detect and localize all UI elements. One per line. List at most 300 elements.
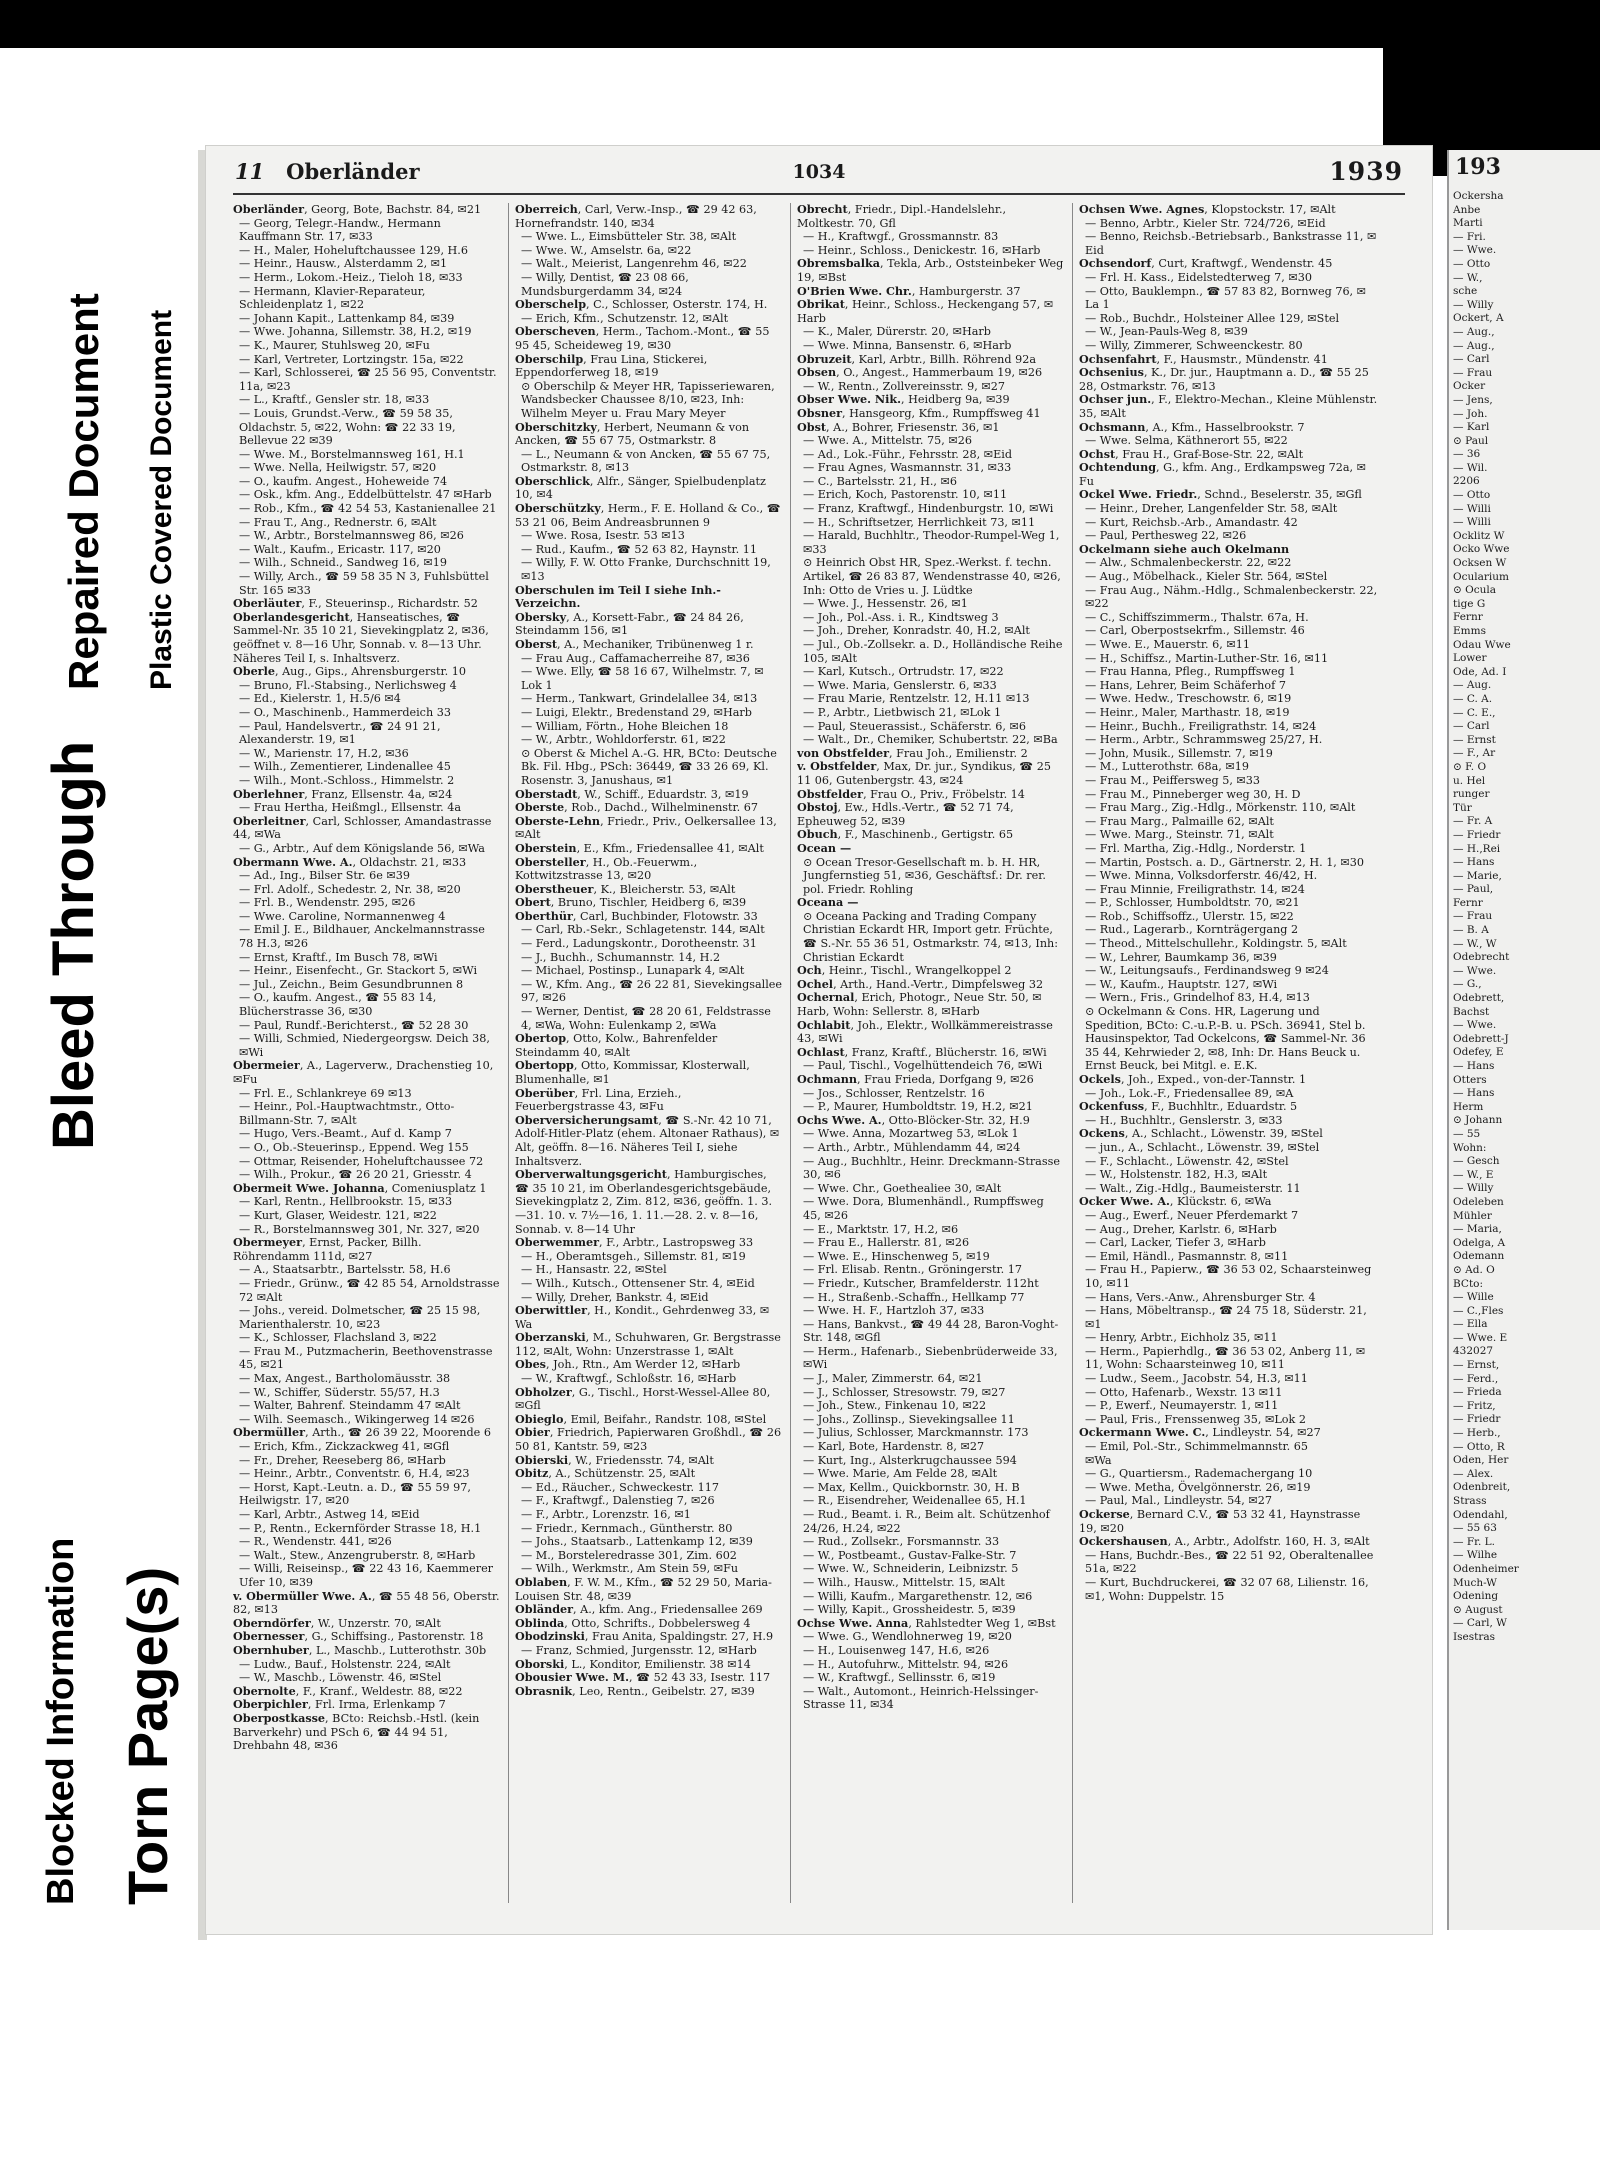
adjacent-page-line: — Aug. (1453, 679, 1492, 692)
adjacent-page-line: — Marie, (1453, 869, 1502, 882)
adjacent-page-line: Odenheimer (1453, 1562, 1519, 1575)
directory-entry: Oberstein, E., Kfm., Friedensallee 41, ✉Alt (515, 840, 764, 855)
directory-entry: — Michael, Postinsp., Lunapark 4, ✉Alt (521, 964, 745, 978)
directory-entry: ⊙ Heinrich Obst HR, Spez.-Werkst. f. techn. Artikel, ☎ 26 83 87, Wendenstrasse 40, ✉26, Inh: Otto de Vries u. J. Lüdtke (803, 556, 1061, 597)
directory-entry: Oceana — (797, 895, 859, 910)
label-blocked-information: Blocked Information (40, 1537, 82, 1905)
directory-entry: — Osk., kfm. Ang., Eddelbüttelstr. 47 ✉Harb (239, 488, 492, 502)
directory-entry: — P., Schlosser, Humboldtstr. 70, ✉21 (1085, 896, 1300, 910)
directory-entry: — Frau M., Putzmacherin, Beethovenstrasse 45, ✉21 (239, 1344, 493, 1372)
directory-entry: Oberscheven, Herm., Tachom.-Mont., ☎ 55 95 45, Scheideweg 19, ✉30 (515, 324, 770, 352)
directory-entry: Oberste, Rob., Dachd., Wilhelminenstr. 67 (515, 800, 758, 815)
directory-entry: Obrecht, Friedr., Dipl.-Handelslehr., Moltkestr. 70, Gfl (797, 203, 1007, 230)
label-bleed-through: Bleed Through (41, 740, 106, 1150)
directory-entry: — H., Kraftwgf., Grossmannstr. 83 (803, 230, 999, 244)
directory-entry: Oberschilp, Frau Lina, Stickerei, Eppendorferweg 18, ✉19 (515, 351, 708, 380)
adjacent-page-line: Ode, Ad. I (1453, 665, 1507, 678)
directory-entry: — Wwe. Johanna, Sillemstr. 38, H.2, ✉19 (239, 325, 472, 339)
adjacent-page-line: — Willi (1453, 516, 1491, 529)
column-2 (515, 203, 783, 1903)
directory-entry: Oberverwaltungsgericht, Hamburgisches, ☎ 35 10 21, im Oberlandesgerichtsgebäude, Sievekingplatz 2, Zim. 812, ✉36, geöffn. 1. 3.—31. 10. v. 7½—16, 1. 11.—28. 2. v. 8—16, Sonnab. v. 8—14 Uhr (515, 1167, 773, 1236)
adjacent-page-line: Much-W (1453, 1576, 1497, 1589)
adjacent-page-line: — Willi (1453, 502, 1491, 515)
directory-entry: — Frau M., Pinneberger weg 30, H. D (1085, 787, 1301, 801)
directory-entry: — Wwe. Marg., Steinstr. 71, ✉Alt (1085, 828, 1274, 842)
adjacent-page-line: — Otto (1453, 489, 1491, 502)
adjacent-page-line: Odenbreit, (1453, 1481, 1511, 1494)
directory-entry: — H., Buchhltr., Genslerstr. 3, ✉33 (1085, 1113, 1283, 1127)
directory-entry: — Paul, Steuerassist., Schäferstr. 6, ✉6 (803, 719, 1027, 733)
directory-entry: — Erich, Kfm., Schutzenstr. 12, ✉Alt (521, 311, 729, 325)
adjacent-page-line: — Wwe. (1453, 964, 1497, 977)
directory-entry: Obruzeit, Karl, Arbtr., Billh. Röhrend 92a (797, 351, 1036, 366)
directory-entry: Ockershausen, A., Arbtr., Adolfstr. 160, H. 3, ✉Alt (1079, 1534, 1370, 1549)
directory-entry: — Theod., Mittelschullehr., Koldingstr. 5, ✉Alt (1085, 937, 1347, 951)
directory-entry: — Frau Aug., Nähm.-Hdlg., Schmalenbeckerstr. 22, ✉22 (1085, 583, 1378, 611)
directory-entry: — Frl. E., Schlankreye 69 ✉13 (239, 1086, 412, 1100)
directory-entry: Oberpichler, Frl. Irma, Erlenkamp 7 (233, 1697, 446, 1712)
adjacent-page-line: Odau Wwe (1453, 638, 1511, 651)
directory-entry: — W., Jean-Pauls-Weg 8, ✉39 (1085, 325, 1248, 339)
adjacent-page-line: — W., E (1453, 1168, 1494, 1181)
directory-entry: — Wilh., Werkmstr., Am Stein 59, ✉Fu (521, 1562, 739, 1576)
directory-entry: — Aug., Dreher, Karlstr. 6, ✉Harb (1085, 1222, 1277, 1236)
directory-entry: — Jul., Zeichn., Beim Gesundbrunnen 8 (239, 977, 464, 991)
label-repaired-document: Repaired Document (60, 293, 107, 690)
directory-entry: — Wwe. M., Borstelmannsweg 161, H.1 (239, 447, 465, 461)
directory-entry: Oberpostkasse, BCto: Reichsb.-Hstl. (kein Barverkehr) und PSch 6, ☎ 44 94 51, Drehbahn 48, ✉36 (233, 1710, 480, 1753)
directory-entry: — Paul, Tischl., Vogelhüttendeich 76, ✉Wi (803, 1059, 1043, 1073)
directory-entry: — Willy, Dreher, Bankstr. 4, ✉Eid (521, 1290, 709, 1304)
directory-entry: Oberzanski, M., Schuhwaren, Gr. Bergstrasse 112, ✉Alt, Wohn: Unzerstrasse 1, ✉Alt (515, 1330, 781, 1358)
adjacent-page-line: Isestras (1453, 1630, 1496, 1643)
directory-entry: — Wwe. Dora, Blumenhändl., Rumpffsweg 45, ✉26 (803, 1195, 1044, 1222)
adjacent-page-line: — Fritz, (1453, 1399, 1496, 1412)
adjacent-page-line: — Joh. (1453, 407, 1488, 420)
directory-entry: — Harald, Buchhltr., Theodor-Rumpel-Weg 1, ✉33 (803, 529, 1060, 556)
directory-entry: — Wwe. Selma, Käthnerort 55, ✉22 (1085, 434, 1288, 448)
adjacent-page-line: — Frau (1453, 910, 1493, 923)
directory-entry: — Paul, Rundf.-Berichterst., ☎ 52 28 30 (239, 1018, 469, 1032)
directory-entry: — Herm., Arbtr., Schrammsweg 25/27, H. (1085, 733, 1323, 747)
directory-entry: Obodzinski, Frau Anita, Spaldingstr. 27, H.9 (515, 1629, 774, 1644)
directory-entry: — Wilh., Prokur., ☎ 26 20 21, Griesstr. 4 (239, 1168, 472, 1182)
directory-entry: — Georg, Telegr.-Handw., Hermann Kauffmann Str. 17, ✉33 (239, 216, 441, 244)
adjacent-page-line: — Wwe. E (1453, 1331, 1508, 1344)
adjacent-page-line: — Aug., (1453, 325, 1495, 338)
directory-entry: — Aug., Ewerf., Neuer Pferdemarkt 7 (1085, 1208, 1299, 1222)
directory-entry: — W., Arbtr., Wohldorferstr. 61, ✉22 (521, 733, 726, 747)
directory-entry: Obersteller, H., Ob.-Feuerwm., Kottwitzstrasse 13, ✉20 (515, 854, 698, 883)
adjacent-page-line: — Gesch (1453, 1155, 1500, 1168)
directory-entry: — Max, Kellm., Quickbornstr. 30, H. B (803, 1480, 1020, 1494)
directory-entry: Obermeyer, Ernst, Packer, Billh. Röhrendamm 111d, ✉27 (233, 1235, 422, 1263)
page-header (235, 159, 1403, 193)
directory-entry: Obremsbalka, Tekla, Arb., Oststeinbeker Weg 19, ✉Bst (797, 256, 1064, 284)
directory-entry: Ockenfuss, F., Buchhltr., Eduardstr. 5 (1079, 1099, 1298, 1114)
adjacent-page-line: — Ella (1453, 1318, 1488, 1331)
directory-entry: — W., Kfm. Ang., ☎ 26 22 81, Sievekingsallee 97, ✉26 (521, 977, 783, 1005)
directory-entry: Oberschelp, C., Schlosser, Osterstr. 174, H. (515, 297, 768, 312)
directory-entry: — Frau Hanna, Pfleg., Rumpffsweg 1 (1085, 665, 1296, 679)
directory-entry: — jun., A., Schlacht., Löwenstr. 39, ✉Stel (1085, 1140, 1320, 1154)
adjacent-page-line: Fernr (1453, 611, 1483, 624)
directory-entry: Oberwittler, H., Kondit., Gehrdenweg 33, ✉Wa (515, 1303, 770, 1331)
adjacent-page-line: Odening (1453, 1590, 1499, 1603)
adjacent-page-line: — Wil. (1453, 461, 1488, 474)
label-plastic-covered: Plastic Covered Document (145, 309, 178, 690)
directory-entry: Ockermann Wwe. C., Lindleystr. 54, ✉27 (1079, 1425, 1321, 1440)
directory-entry: — Jul., Ob.-Zollsekr. a. D., Holländische Reihe 105, ✉Alt (803, 638, 1063, 665)
directory-entry: — Henry, Arbtr., Eichholz 35, ✉11 (1085, 1331, 1278, 1345)
directory-entry: — Wwe. E., Mauerstr. 6, ✉11 (1085, 638, 1250, 651)
directory-entry: — Hermann, Klavier-Reparateur, Schleidenplatz 1, ✉22 (239, 284, 426, 312)
adjacent-page-line: — Otto, R (1453, 1440, 1505, 1453)
adjacent-page-line: Wohn: (1453, 1141, 1487, 1154)
directory-entry: — Carl, Oberpostsekrfm., Sillemstr. 46 (1085, 624, 1305, 638)
adjacent-page-line: — Hans (1453, 1060, 1495, 1072)
directory-entry: — L., Neumann & von Ancken, ☎ 55 67 75, Ostmarkstr. 8, ✉13 (521, 447, 771, 475)
directory-entry: — Wwe. H. F., Hartzloh 37, ✉33 (803, 1304, 985, 1318)
adjacent-page-line: Ocksen W (1453, 557, 1507, 570)
directory-entry: — Heinr., Maler, Marthastr. 18, ✉19 (1085, 705, 1290, 719)
directory-entry: — Frau Marg., Palmaille 62, ✉Alt (1085, 814, 1274, 828)
directory-entry: — Wilh., Hausw., Mittelstr. 15, ✉Alt (803, 1575, 1005, 1589)
directory-entry: — Heinr., Eisenfecht., Gr. Stackort 5, ✉Wi (239, 964, 478, 978)
directory-entry: — Kurt, Glaser, Weidestr. 121, ✉22 (239, 1208, 437, 1222)
directory-entry: Oblaben, F. W. M., Kfm., ☎ 52 29 50, Maria-Louisen Str. 48, ✉39 (515, 1574, 772, 1603)
adjacent-page-line: Odemann (1453, 1250, 1505, 1263)
directory-entry: — Werner, Dentist, ☎ 28 20 61, Feldstrasse 4, ✉Wa, Wohn: Eulenkamp 2, ✉Wa (521, 1005, 771, 1032)
directory-entry: — Ernst, Kraftf., Im Busch 78, ✉Wi (239, 950, 438, 964)
adjacent-page-line: Oden, Her (1453, 1454, 1509, 1467)
directory-entry: Oberversicherungsamt, ☎ S.-Nr. 42 10 71, Adolf-Hitler-Platz (ehem. Altonaer Rathaus), ✉Alt, geöffn. 8—16. Näheres Teil I, siehe Inhaltsverz. (515, 1112, 780, 1168)
adjacent-page-line: ⊙ Paul (1453, 434, 1489, 447)
directory-entry: Obuch, F., Maschinenb., Gertigstr. 65 (797, 827, 1014, 842)
directory-entry: — Aug., Möbelhack., Kieler Str. 564, ✉Stel (1085, 570, 1328, 584)
directory-entry: — Paul, Fris., Frenssenweg 35, ✉Lok 2 (1085, 1412, 1306, 1426)
directory-entry: Ochmann, Frau Frieda, Dorfgang 9, ✉26 (797, 1072, 1034, 1086)
adjacent-page-line: Bachst (1453, 1005, 1490, 1018)
directory-entry: Ochel, Arth., Hand.-Vertr., Dimpfelsweg 32 (797, 976, 1044, 991)
adjacent-page-text (1449, 184, 1600, 1651)
directory-entry: — Walt., Meierist, Langenrehm 46, ✉22 (521, 257, 747, 271)
directory-entry: — W., Lehrer, Baumkamp 36, ✉39 (1085, 950, 1277, 964)
directory-entry: — Herm., Tankwart, Grindelallee 34, ✉13 (521, 692, 758, 706)
directory-entry: — Heinr., Hausw., Alsterdamm 2, ✉1 (239, 257, 448, 271)
adjacent-page-line: — 55 63 (1453, 1522, 1497, 1535)
directory-entry: Obertopp, Otto, Kommissar, Klosterwall, Blumenhalle, ✉1 (515, 1058, 750, 1086)
directory-entry: Obstoj, Ew., Hdls.-Vertr., ☎ 52 71 74, Epheuweg 52, ✉39 (797, 800, 1014, 828)
directory-entry: — Karl, Kutsch., Ortrudstr. 17, ✉22 (803, 665, 1004, 679)
adjacent-page-line: ⊙ F. O (1453, 760, 1487, 773)
adjacent-page-line: — Frau (1453, 366, 1493, 379)
directory-entry: O'Brien Wwe. Chr., Hamburgerstr. 37 (797, 283, 1021, 298)
directory-entry: — William, Förtn., Hohe Bleichen 18 (521, 719, 729, 733)
directory-entry: — Frau Agnes, Wasmannstr. 31, ✉33 (803, 461, 1012, 475)
directory-entry: — Heinr., Arbtr., Conventstr. 6, H.4, ✉23 (239, 1467, 470, 1481)
directory-entry: Oberschitzky, Herbert, Neumann & von Ancken, ☎ 55 67 75, Ostmarkstr. 8 (515, 419, 750, 448)
directory-entry: Oberste-Lehn, Friedr., Priv., Oelkersallee 13, ✉Alt (515, 813, 777, 842)
directory-entry: Ochsmann, A., Kfm., Hasselbrookstr. 7 (1079, 419, 1305, 434)
directory-entry: — Walt., Stew., Anzengruberstr. 8, ✉Harb (239, 1548, 476, 1562)
header-year: 1939 (1329, 157, 1403, 186)
adjacent-page-line: — 36 (1453, 448, 1481, 461)
column-divider (1072, 203, 1073, 1903)
directory-entry: — Paul, Handelsvertr., ☎ 24 91 21, Alexanderstr. 19, ✉1 (239, 719, 441, 747)
adjacent-page-line: Fernr (1453, 896, 1483, 909)
directory-entry: Obländer, A., kfm. Ang., Friedensallee 269 (515, 1602, 763, 1617)
directory-entry: — Erich, Koch, Pastorenstr. 10, ✉11 (803, 488, 1008, 502)
directory-entry: — C., Bartelsstr. 21, H., ✉6 (803, 474, 957, 488)
directory-entry: Ochernal, Erich, Photogr., Neue Str. 50, ✉Harb, Wohn: Sellerstr. 8, ✉Harb (797, 990, 1042, 1019)
directory-entry: — Otto, Bauklempn., ☎ 57 83 82, Bornweg 76, ✉La 1 (1085, 284, 1367, 312)
directory-entry: — Ferd., Ladungskontr., Dorotheenstr. 31 (521, 937, 757, 951)
adjacent-page-line: Ocularium (1453, 570, 1509, 583)
directory-entry: Oborski, L., Konditor, Emilienstr. 38 ✉14 (515, 1656, 751, 1671)
adjacent-page (1447, 150, 1600, 1930)
directory-entry: — Frau H., Papierw., ☎ 36 53 02, Schaarsteinweg 10, ✉11 (1085, 1263, 1372, 1290)
directory-entry: — Joh., Stew., Finkenau 10, ✉22 (803, 1399, 987, 1413)
directory-entry: Obersky, A., Korsett-Fabr., ☎ 24 84 26, Steindamm 156, ✉1 (515, 609, 744, 638)
column-4 (1079, 203, 1379, 1903)
directory-entry: — P., Arbtr., Lietbwisch 21, ✉Lok 1 (803, 705, 1002, 719)
directory-entry: Ocker Wwe. A., Klückstr. 6, ✉Wa (1079, 1194, 1272, 1209)
directory-entry: — Wwe. Minna, Volksdorferstr. 46/42, H. (1085, 869, 1318, 883)
directory-entry: Oberndörfer, W., Unzerstr. 70, ✉Alt (233, 1615, 441, 1630)
directory-entry: — Frau E., Hallerstr. 81, ✉26 (803, 1236, 970, 1250)
directory-entry: — Max, Angest., Bartholomäusstr. 38 (239, 1372, 451, 1386)
directory-entry: — G., Quartiersm., Rademachergang 10 (1085, 1467, 1313, 1481)
directory-entry: — Willy, Kapit., Grossheidestr. 5, ✉39 (803, 1603, 1016, 1617)
directory-entry: — Frau Marie, Rentzelstr. 12, H.11 ✉13 (803, 692, 1030, 706)
directory-entry: Obernhuber, L., Maschb., Lutterothstr. 30b (233, 1642, 487, 1657)
directory-entry: ✉Wa (1085, 1453, 1112, 1467)
directory-entry: — Rob., Schiffsoffz., Ulerstr. 15, ✉22 (1085, 909, 1294, 923)
adjacent-page-line: — Jens, (1453, 393, 1493, 406)
adjacent-page-line: — Frieda (1453, 1386, 1502, 1399)
directory-entry: Ockens, A., Schlacht., Löwenstr. 39, ✉Stel (1079, 1126, 1323, 1141)
directory-entry: — Paul, Perthesweg 22, ✉26 (1085, 529, 1247, 543)
directory-entry: — Wwe. J., Hessenstr. 26, ✉1 (803, 597, 968, 611)
directory-entry: — Wwe. L., Eimsbütteler Str. 38, ✉Alt (521, 230, 737, 244)
directory-entry: — G., Arbtr., Auf dem Königslande 56, ✉Wa (239, 841, 485, 855)
directory-entry: — Wwe. G., Wendlohnerweg 19, ✉20 (803, 1630, 1012, 1644)
directory-entry: — Johann Kapit., Lattenkamp 84, ✉39 (239, 311, 455, 325)
directory-entry: — Erich, Kfm., Zickzackweg 41, ✉Gfl (239, 1440, 450, 1454)
adjacent-page-line: — Alex. (1453, 1467, 1494, 1480)
adjacent-page-line: — Ernst, (1453, 1359, 1500, 1372)
adjacent-page-line: — B. A (1453, 924, 1489, 937)
directory-entry: Obernesser, G., Schiffsing., Pastorenstr. 18 (233, 1629, 484, 1644)
directory-entry: — Wilh., Mont.-Schloss., Himmelstr. 2 (239, 773, 455, 787)
directory-entry: — Jos., Schlosser, Rentzelstr. 16 (803, 1086, 985, 1100)
directory-entry: — Aug., Buchhltr., Heinr. Dreckmann-Strasse 30, ✉6 (803, 1154, 1060, 1182)
adjacent-page-line: Emms (1453, 625, 1486, 637)
adjacent-page-line: 2206 (1453, 475, 1480, 488)
directory-entry: v. Obermüller Wwe. A., ☎ 55 48 56, Oberstr. 82, ✉13 (233, 1588, 500, 1617)
directory-entry: Oberthür, Carl, Buchbinder, Flotowstr. 33 (515, 908, 758, 923)
directory-entry: — C., Schiffszimmerm., Thalstr. 67a, H. (1085, 610, 1309, 624)
directory-entry: — H., Schriftsetzer, Herrlichkeit 73, ✉11 (803, 515, 1036, 529)
adjacent-page-line: — Ernst (1453, 733, 1496, 746)
directory-entry: Ockel Wwe. Friedr., Schnd., Beselerstr. 35, ✉Gfl (1079, 487, 1362, 502)
adjacent-page-line: 432027 (1453, 1345, 1494, 1358)
adjacent-page-line: ⊙ August (1453, 1603, 1503, 1616)
directory-entry: — P., Ewerf., Neumayerstr. 1, ✉11 (1085, 1399, 1279, 1413)
directory-entry: Oberüber, Frl. Lina, Erzieh., Feuerbergstrasse 43, ✉Fu (515, 1085, 682, 1114)
directory-entry: — M., Borsteleredrasse 301, Zim. 602 (521, 1548, 737, 1562)
directory-entry: — Frl. B., Wendenstr. 295, ✉26 (239, 896, 416, 910)
directory-entry: — Wwe. Hedw., Treschowstr. 6, ✉19 (1085, 692, 1292, 706)
directory-entry: — Frau Minnie, Freiligrathstr. 14, ✉24 (1085, 882, 1305, 896)
directory-entry: — Paul, Mal., Lindleystr. 54, ✉27 (1085, 1494, 1273, 1508)
adjacent-page-line: — 55 (1453, 1127, 1481, 1140)
directory-entry: — Heinr., Buchh., Freiligrathstr. 14, ✉24 (1085, 719, 1317, 733)
directory-entry: Oberschulen im Teil I siehe Inh.-Verzeichn. (515, 582, 721, 611)
directory-entry: — Wwe. Chr., Goethealiee 30, ✉Alt (803, 1181, 1002, 1195)
adjacent-page-line: — Wille (1453, 1291, 1494, 1304)
directory-entry: von Obstfelder, Frau Joh., Emilienstr. 2 (797, 745, 1028, 760)
directory-entry: — Karl, Arbtr., Astweg 14, ✉Eid (239, 1508, 420, 1521)
directory-entry: Oberst, A., Mechaniker, Tribünenweg 1 r. (515, 637, 754, 651)
directory-entry: — W., Leitungsaufs., Ferdinandsweg 9 ✉24 (1085, 964, 1329, 978)
directory-entry: — Wwe. Minna, Bansenstr. 6, ✉Harb (803, 338, 1012, 352)
adjacent-page-line: tige G (1453, 597, 1486, 610)
directory-entry: — Ed., Räucher., Schweckestr. 117 (521, 1480, 719, 1494)
directory-entry: — Kurt, Buchdruckerei, ☎ 32 07 68, Lilienstr. 16, ✉1, Wohn: Duppelstr. 15 (1085, 1575, 1369, 1603)
adjacent-page-line: Lower (1453, 652, 1487, 665)
adjacent-page-line: — Paul, (1453, 883, 1494, 896)
directory-entry: — Hans, Vers.-Anw., Ahrensburger Str. 4 (1085, 1290, 1316, 1304)
directory-entry: — Rud., Lagerarb., Kornträgergang 2 (1085, 923, 1299, 937)
directory-entry: — Ottmar, Reisender, Hoheluftchaussee 72 (239, 1154, 484, 1168)
directory-entry: — Herm., Hafenarb., Siebenbrüderweide 33, ✉Wi (803, 1344, 1058, 1372)
directory-entry: Ochst, Frau H., Graf-Bose-Str. 22, ✉Alt (1079, 446, 1304, 461)
adjacent-page-line: sche (1453, 285, 1478, 298)
directory-entry: Ockelmann siehe auch Okelmann (1079, 541, 1290, 556)
directory-entry: — Heinr., Schloss., Denickestr. 16, ✉Harb (803, 243, 1041, 257)
directory-entry: — W., Schiffer, Süderstr. 55/57, H.3 (239, 1385, 440, 1399)
directory-entry: — Walt., Dr., Chemiker, Schubertstr. 22, ✉Ba (803, 733, 1058, 747)
directory-entry: — Arth., Arbtr., Mühlendamm 44, ✉24 (803, 1140, 1021, 1154)
adjacent-page-line: u. Hel (1453, 774, 1486, 787)
directory-entry: Obert, Bruno, Tischler, Heidberg 6, ✉39 (515, 895, 747, 910)
adjacent-page-line: — Fri. (1453, 230, 1486, 243)
directory-entry: — Hans, Lehrer, Beim Schäferhof 7 (1085, 678, 1286, 692)
directory-entry: — Hans, Buchdr.-Bes., ☎ 22 51 92, Oberaltenallee 51a, ✉22 (1085, 1548, 1374, 1576)
directory-entry: — W., Holstenstr. 182, H.3, ✉Alt (1085, 1168, 1268, 1182)
directory-entry: Oberlehner, Franz, Ellsenstr. 4a, ✉24 (233, 786, 453, 801)
directory-entry: — H., Maler, Hoheluftchaussee 129, H.6 (239, 243, 468, 257)
directory-entry: — Otto, Hafenarb., Wexstr. 13 ✉11 (1085, 1385, 1283, 1399)
directory-entry: — Karl, Schlosserei, ☎ 25 56 95, Conventstr. 11a, ✉23 (239, 366, 497, 393)
adjacent-page-line: Odebrett-J (1453, 1032, 1509, 1045)
directory-entry: Oberläuter, F., Steuerinsp., Richardstr. 52 (233, 596, 478, 611)
directory-entry: — Bruno, Fl.-Stabsing., Nerlichsweg 4 (239, 678, 457, 692)
adjacent-page-line: Odebrett, (1453, 992, 1505, 1005)
adjacent-page-line: — Aug., (1453, 339, 1495, 352)
directory-entry: Ochsenfahrt, F., Hausmstr., Mündenstr. 41 (1079, 351, 1328, 366)
adjacent-page-line: Ocker (1453, 380, 1486, 393)
directory-entry: — A., Staatsarbtr., Bartelsstr. 58, H.6 (239, 1263, 451, 1277)
directory-entry: — K., Maler, Dürerstr. 20, ✉Harb (803, 325, 991, 339)
directory-entry: — Frl. Martha, Zig.-Hdlg., Norderstr. 1 (1085, 841, 1307, 855)
directory-entry: — Wwe. Elly, ☎ 58 16 67, Wilhelmstr. 7, ✉Lok 1 (521, 665, 764, 692)
directory-entry: — Johs., Staatsarb., Lattenkamp 12, ✉39 (521, 1535, 753, 1549)
directory-entry: — F., Kraftwgf., Dalenstieg 7, ✉26 (521, 1494, 715, 1508)
directory-entry: — Horst, Kapt.-Leutn. a. D., ☎ 55 59 97, Heilwigstr. 17, ✉20 (239, 1480, 471, 1508)
directory-entry: Obermeit Wwe. Johanna, Comeniusplatz 1 (233, 1180, 487, 1195)
directory-entry: — W., Maschb., Löwenstr. 46, ✉Stel (239, 1671, 442, 1685)
directory-entry: — Fr., Dreher, Reeseberg 86, ✉Harb (239, 1453, 446, 1467)
directory-entry: — H., Schiffsz., Martin-Luther-Str. 16, ✉11 (1085, 651, 1329, 665)
directory-entry: — Wilh. Seemasch., Wikingerweg 14 ✉26 (239, 1412, 475, 1426)
adjacent-page-line: Anbe (1453, 203, 1481, 216)
adjacent-page-line: — Karl (1453, 421, 1490, 434)
directory-entry: ⊙ Ocean Tresor-Gesellschaft m. b. H. HR, Jungfernstieg 51, ✉36, Geschäftsf.: Dr. rer. pol. Friedr. Rohling (803, 855, 1046, 896)
directory-entry: — R., Borstelmannsweg 301, Nr. 327, ✉20 (239, 1222, 480, 1236)
directory-entry: — Willy, Arch., ☎ 59 58 35 N 3, Fuhlsbüttel Str. 165 ✉33 (239, 570, 489, 597)
directory-entry: — K., Schlosser, Flachsland 3, ✉22 (239, 1331, 437, 1345)
directory-entry: — P., Maurer, Humboldtstr. 19, H.2, ✉21 (803, 1100, 1033, 1114)
directory-entry: — Willi, Schmied, Niedergeorgsw. Deich 38, ✉Wi (239, 1032, 490, 1059)
directory-entry: Ochs Wwe. A., Otto-Blöcker-Str. 32, H.9 (797, 1112, 1030, 1127)
directory-entry: — Benno, Arbtr., Kieler Str. 724/726, ✉Eid (1085, 216, 1326, 230)
directory-entry: — H., Oberamtsgeh., Sillemstr. 81, ✉19 (521, 1249, 746, 1263)
adjacent-page-line: — Carl (1453, 720, 1490, 733)
directory-entry: Ochsenius, K., Dr. jur., Hauptmann a. D., ☎ 55 25 28, Ostmarkstr. 76, ✉13 (1079, 365, 1369, 393)
adjacent-page-line: Ocklitz W (1453, 529, 1505, 542)
directory-entry: — Wwe. W., Schneiderin, Leibnizstr. 5 (803, 1562, 1019, 1576)
directory-entry: — Ad., Ing., Bilser Str. 6e ✉39 (239, 869, 411, 883)
directory-entry: — H., Hansastr. 22, ✉Stel (521, 1263, 667, 1277)
directory-entry: — K., Maurer, Stuhlsweg 20, ✉Fu (239, 338, 430, 352)
directory-entry: — F., Arbtr., Lorenzstr. 16, ✉1 (521, 1508, 691, 1521)
directory-entry: — Carl, Lacker, Tiefer 3, ✉Harb (1085, 1236, 1266, 1250)
adjacent-page-line: Ockert, A (1453, 312, 1504, 325)
directory-entry: — Julius, Schlosser, Marckmannstr. 173 (803, 1426, 1029, 1440)
directory-entry: — Emil J. E., Bildhauer, Anckelmannstrasse 78 H.3, ✉26 (239, 923, 485, 951)
directory-entry: Ocean — (797, 840, 852, 855)
label-torn-pages: Torn Page(s) (116, 1566, 179, 1905)
directory-entry: — Emil, Händl., Pasmannstr. 8, ✉11 (1085, 1249, 1289, 1263)
directory-entry: — John, Musik., Sillemstr. 7, ✉19 (1085, 746, 1273, 760)
adjacent-page-line: BCto: (1453, 1277, 1484, 1290)
directory-entry: Obitz, A., Schützenstr. 25, ✉Alt (515, 1466, 696, 1481)
directory-entry: — Luigi, Elektr., Bredenstand 29, ✉Harb (521, 705, 752, 719)
directory-entry: Obierski, W., Friedensstr. 74, ✉Alt (515, 1452, 714, 1467)
directory-entry: — W., Arbtr., Borstelmannsweg 86, ✉26 (239, 529, 464, 543)
directory-entry: — Rud., Kaufm., ☎ 52 63 82, Haynstr. 11 (521, 542, 757, 556)
directory-entry: — Wwe. W., Amselstr. 6a, ✉22 (521, 243, 692, 257)
directory-entry: Oberle, Aug., Gips., Ahrensburgerstr. 10 (233, 664, 467, 679)
directory-entry: — Herm., Lokom.-Heiz., Tieloh 18, ✉33 (239, 270, 463, 284)
directory-entry: — W., Kraftwgf., Schloßstr. 16, ✉Harb (521, 1372, 737, 1386)
directory-entry: Ochse Wwe. Anna, Rahlstedter Weg 1, ✉Bst (797, 1615, 1056, 1630)
directory-entry: — Joh., Lok.-F., Friedensallee 89, ✉A (1085, 1086, 1294, 1100)
directory-entry: — Willy, F. W. Otto Franke, Durchschnitt 19, ✉13 (521, 556, 771, 584)
directory-entry: — Wilh., Kutsch., Ottensener Str. 4, ✉Eid (521, 1276, 755, 1290)
directory-entry: — Rud., Zollsekr., Forsmannstr. 33 (803, 1535, 1000, 1549)
directory-entry: — Ludw., Bauf., Holstenstr. 224, ✉Alt (239, 1657, 451, 1671)
adjacent-page-line: Odebrecht (1453, 951, 1510, 964)
directory-entry: — Kurt, Reichsb.-Arb., Amandastr. 42 (1085, 515, 1298, 529)
directory-entry: — Friedr., Kutscher, Bramfelderstr. 112ht (803, 1276, 1039, 1290)
adjacent-page-line: Odelga, A (1453, 1236, 1506, 1249)
adjacent-page-line: — C. A. (1453, 692, 1493, 705)
directory-entry: — Wern., Fris., Grindelhof 83, H.4, ✉13 (1085, 991, 1310, 1005)
